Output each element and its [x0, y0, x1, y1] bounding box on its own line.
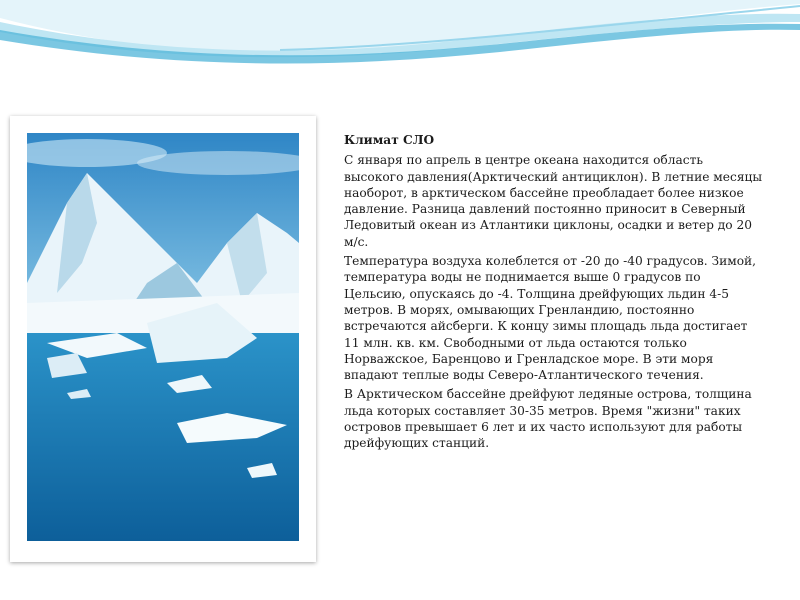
- arctic-iceberg-photo: [27, 133, 299, 541]
- photo-frame: [10, 116, 316, 562]
- slide-text: [344, 132, 764, 455]
- slide-title: Климат СЛО: [344, 133, 435, 147]
- paragraph-ice-islands: В Арктическом бассейне дрейфуют ледяные острова, толщина льда которых составляет 30-35 метров. Время "жизни" таких островов превышает 6 лет и их часто используют для работы дрейфующих станций.: [344, 387, 752, 451]
- header-wave-decoration: [0, 0, 800, 70]
- paragraph-pressure: С января по апрель в центре океана находится область высокого давления(Арктический антициклон). В летние месяцы наоборот, в арктическом бассейне преобладает более низкое давление. Разница давлений постоянно приносит в Северный Ледовитый океан из Атлантики циклоны, осадки и ветер до 20 м/с.: [344, 153, 763, 249]
- paragraph-temperature: Температура воздуха колеблется от -20 до -40 градусов. Зимой, температура воды не поднимается выше 0 градусов по Цельсию, опускаясь до -4. Толщина дрейфующих льдин 4-5 метров. В морях, омывающих Гренландию, постоянно встречаются айсберги. К концу зимы площадь льда достигает 11 млн. кв. км. Свободными от льда остаются только Норважское, Баренцово и Гренладское море. В эти моря впадают теплые воды Северо-Атлантического течения.: [344, 254, 757, 383]
